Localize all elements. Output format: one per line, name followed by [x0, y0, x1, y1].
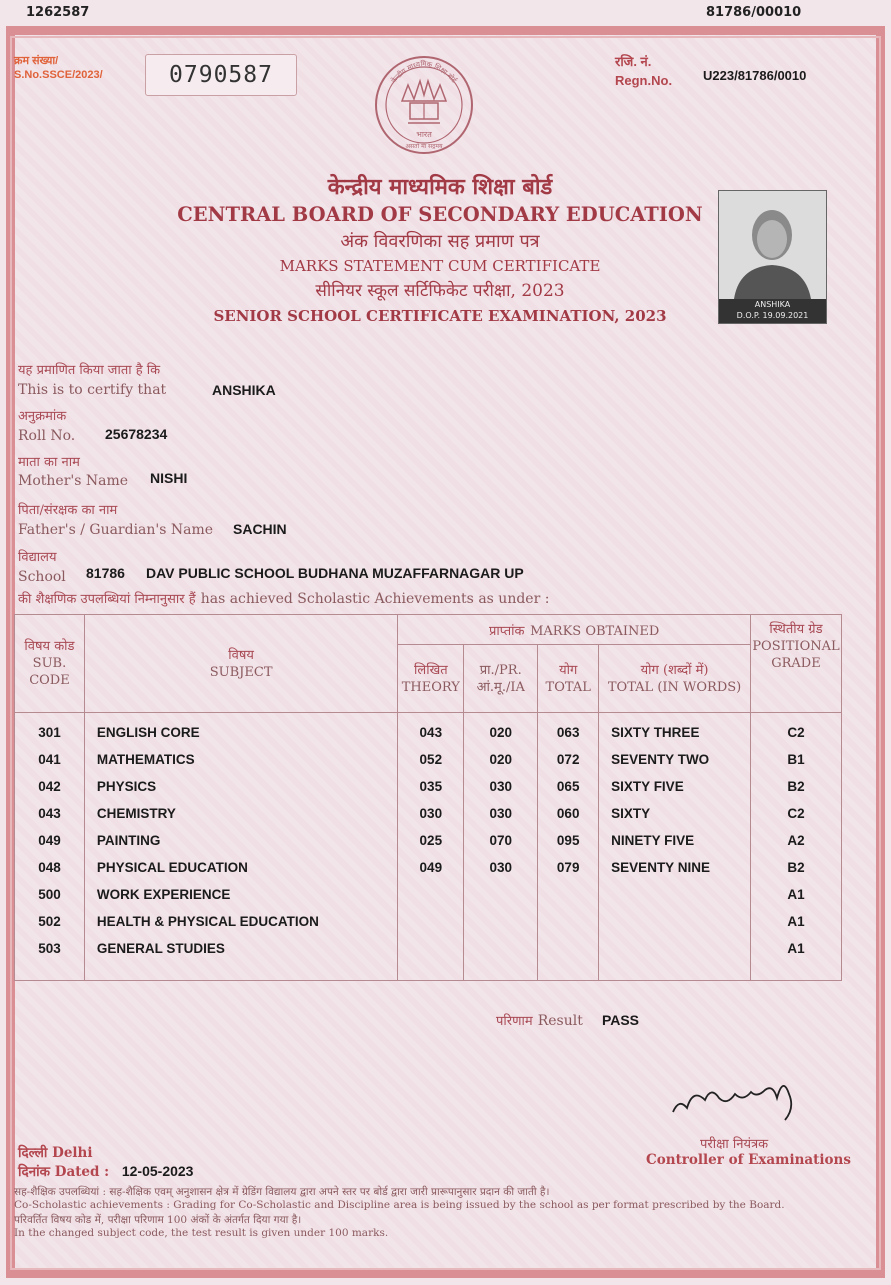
regn-number: U223/81786/0010 — [703, 68, 807, 83]
cell-grade: B2 — [750, 854, 841, 881]
header-sub-code-en2: CODE — [29, 673, 70, 688]
mother-label-en: Mother's Name — [18, 473, 129, 489]
cell-practical: 030 — [464, 854, 538, 881]
photo-caption-name: ANSHIKA — [754, 300, 791, 309]
cell-grade: C2 — [750, 713, 841, 747]
cell-grade: B1 — [750, 746, 841, 773]
table-row — [15, 881, 842, 908]
student-name: ANSHIKA — [212, 382, 276, 398]
result-label-en: Result — [537, 1013, 583, 1029]
header-sub-code-en1: SUB. — [32, 656, 67, 671]
footnotes — [14, 1186, 854, 1240]
table-row — [15, 800, 842, 827]
date-value: 12-05-2023 — [121, 1163, 194, 1179]
cell-grade: A1 — [750, 881, 841, 908]
cell-total: 095 — [538, 827, 599, 854]
table-row — [15, 773, 842, 800]
note1-hi: सह-शैक्षिक उपलब्धियां : सह-शैक्षिक एवम् अनुशासन क्षेत्र में ग्रेडिंग विद्यालय द्वारा अपने स्तर पर बोर्ड द्वारा जारी प्रारूपानुसार प्रदान की जाती है। — [14, 1186, 550, 1198]
cell-total-words: SIXTY — [599, 800, 751, 827]
roll-number: 25678234 — [105, 426, 168, 442]
cell-total-words: SIXTY FIVE — [599, 773, 751, 800]
cell-total-words — [599, 908, 751, 935]
header-row-1 — [15, 615, 842, 645]
header-sub-code — [15, 615, 85, 713]
header-subject-hi: विषय — [228, 647, 254, 663]
place-en: Delhi — [52, 1145, 93, 1161]
top-left-number: 1262587 — [26, 5, 90, 20]
cell-practical — [464, 908, 538, 935]
cell-theory: 035 — [398, 773, 464, 800]
cell-theory — [398, 908, 464, 935]
result-value: PASS — [601, 1012, 640, 1028]
emblem-text-bottom: असतो मा सद्गमय — [405, 143, 443, 150]
table-row — [15, 935, 842, 981]
certify-label-en: This is to certify that — [18, 382, 167, 398]
cell-theory: 030 — [398, 800, 464, 827]
cell-theory: 049 — [398, 854, 464, 881]
result-label-hi: परिणाम — [496, 1014, 533, 1029]
cell-total — [538, 935, 599, 981]
header-marks-en: MARKS OBTAINED — [530, 623, 660, 639]
place-line — [18, 1143, 92, 1161]
header-grade — [750, 615, 841, 713]
certify-label-hi: यह प्रमाणित किया जाता है कि — [18, 363, 161, 378]
doc-title-en: MARKS STATEMENT CUM CERTIFICATE — [279, 257, 601, 275]
serial-number: 0790587 — [145, 54, 297, 96]
place-hi: दिल्ली — [18, 1145, 48, 1161]
header-marks-hi: प्राप्तांक — [488, 623, 525, 639]
top-right-number: 81786/00010 — [706, 5, 802, 20]
header-theory-hi: लिखित — [414, 662, 448, 678]
cell-subject: HEALTH & PHYSICAL EDUCATION — [84, 908, 397, 935]
dated-en: Dated : — [54, 1164, 110, 1180]
controller-label-hi: परीक्षा नियंत्रक — [700, 1137, 769, 1152]
cell-practical — [464, 881, 538, 908]
cell-subject: PAINTING — [84, 827, 397, 854]
header-total-words-hi: योग (शब्दों में) — [640, 662, 709, 678]
cell-total — [538, 881, 599, 908]
cell-grade: A1 — [750, 908, 841, 935]
cell-total: 072 — [538, 746, 599, 773]
marks-table — [14, 614, 842, 981]
cell-total-words: SEVENTY NINE — [599, 854, 751, 881]
cell-theory — [398, 881, 464, 908]
cell-sub-code: 048 — [15, 854, 85, 881]
note2-hi: परिवर्तित विषय कोड में, परीक्षा परिणाम 100 अंकों के अंतर्गत दिया गया है। — [14, 1214, 302, 1226]
table-row — [15, 713, 842, 747]
header-practical-en: आं.मू./IA — [476, 679, 525, 695]
school-code: 81786 — [86, 565, 125, 581]
cell-total-words: NINETY FIVE — [599, 827, 751, 854]
header-sub-code-hi: विषय कोड — [24, 639, 75, 654]
school-name: DAV PUBLIC SCHOOL BUDHANA MUZAFFARNAGAR UP — [146, 565, 524, 581]
cell-sub-code: 049 — [15, 827, 85, 854]
header-practical — [464, 645, 538, 713]
header-theory — [398, 645, 464, 713]
cell-practical: 070 — [464, 827, 538, 854]
cell-subject: ENGLISH CORE — [84, 713, 397, 747]
cell-sub-code: 502 — [15, 908, 85, 935]
title-block — [140, 172, 740, 326]
father-name: SACHIN — [233, 521, 287, 537]
exam-title-en: SENIOR SCHOOL CERTIFICATE EXAMINATION, 2023 — [213, 307, 667, 325]
school-label-hi: विद्यालय — [18, 550, 57, 565]
controller-signature — [665, 1068, 815, 1128]
header-total-words-en: TOTAL (IN WORDS) — [607, 679, 742, 695]
cell-practical: 020 — [464, 746, 538, 773]
cell-grade: C2 — [750, 800, 841, 827]
controller-label-en: Controller of Examinations — [646, 1152, 851, 1168]
cell-practical: 030 — [464, 800, 538, 827]
header-grade-hi: स्थितीय ग्रेड — [769, 622, 823, 637]
mother-name: NISHI — [150, 470, 188, 486]
cell-sub-code: 301 — [15, 713, 85, 747]
cell-total: 079 — [538, 854, 599, 881]
photo-caption — [719, 299, 826, 323]
note1-en: Co-Scholastic achievements : Grading for Co-Scholastic and Discipline area is being issued by the school as per format prescribed by the Board. — [14, 1199, 785, 1211]
cell-total-words — [599, 881, 751, 908]
cell-total: 060 — [538, 800, 599, 827]
cell-total: 063 — [538, 713, 599, 747]
student-photo — [718, 190, 827, 324]
cell-sub-code: 041 — [15, 746, 85, 773]
regn-label-en: Regn.No. — [615, 73, 673, 88]
cell-theory: 025 — [398, 827, 464, 854]
header-grade-en2: GRADE — [771, 656, 821, 671]
cell-total-words: SIXTY THREE — [599, 713, 751, 747]
cell-total-words — [599, 935, 751, 981]
roll-label-hi: अनुक्रमांक — [18, 409, 67, 424]
serial-label-hi: क्रम संख्या/ — [14, 55, 59, 67]
table-row — [15, 908, 842, 935]
serial-label — [14, 54, 103, 82]
regn-label-hi: रजि. नं. — [615, 54, 652, 69]
achievement-label-hi: की शैक्षणिक उपलब्धियां निम्नानुसार हैं — [18, 592, 196, 607]
exam-title-hi: सीनियर स्कूल सर्टिफिकेट परीक्षा, 2023 — [315, 281, 565, 301]
table-row — [15, 854, 842, 881]
cell-subject: MATHEMATICS — [84, 746, 397, 773]
board-title-en: CENTRAL BOARD OF SECONDARY EDUCATION — [177, 203, 703, 226]
cell-subject: WORK EXPERIENCE — [84, 881, 397, 908]
achievement-line — [18, 588, 549, 607]
emblem-text-mid: भारत — [416, 130, 432, 139]
student-portrait-icon — [719, 191, 826, 299]
header-grade-en1: POSITIONAL — [752, 639, 840, 654]
cell-practical — [464, 935, 538, 981]
achievement-label-en: has achieved Scholastic Achievements as under : — [200, 591, 550, 607]
cell-total-words: SEVENTY TWO — [599, 746, 751, 773]
father-label-en: Father's / Guardian's Name — [18, 522, 214, 538]
cell-practical: 020 — [464, 713, 538, 747]
cell-theory: 052 — [398, 746, 464, 773]
regn-label — [615, 52, 672, 90]
cell-total: 065 — [538, 773, 599, 800]
header-marks-obtained — [398, 615, 751, 645]
dated-hi: दिनांक — [18, 1164, 51, 1180]
table-row — [15, 746, 842, 773]
marks-body — [15, 713, 842, 981]
cell-theory: 043 — [398, 713, 464, 747]
school-label-en: School — [18, 569, 66, 585]
serial-label-en: S.No.SSCE/2023/ — [14, 69, 103, 81]
header-total — [538, 645, 599, 713]
header-total-en: TOTAL — [545, 679, 591, 695]
cell-sub-code: 500 — [15, 881, 85, 908]
header-practical-hi: प्रा./PR. — [479, 662, 522, 678]
cell-subject: PHYSICS — [84, 773, 397, 800]
father-label-hi: पिता/संरक्षक का नाम — [18, 503, 118, 518]
cell-grade: A1 — [750, 935, 841, 981]
cell-sub-code: 503 — [15, 935, 85, 981]
result-line — [496, 1010, 639, 1029]
cell-sub-code: 043 — [15, 800, 85, 827]
cell-total — [538, 908, 599, 935]
table-row — [15, 827, 842, 854]
cell-practical: 030 — [464, 773, 538, 800]
roll-label-en: Roll No. — [18, 428, 76, 444]
date-line — [18, 1162, 193, 1180]
photo-caption-dob: D.O.P. 19.09.2021 — [736, 311, 809, 320]
header-subject-en: SUBJECT — [209, 664, 273, 680]
cell-grade: A2 — [750, 827, 841, 854]
header-theory-en: THEORY — [401, 679, 460, 695]
board-title-hi: केन्द्रीय माध्यमिक शिक्षा बोर्ड — [327, 174, 553, 200]
cell-grade: B2 — [750, 773, 841, 800]
header-total-words — [599, 645, 751, 713]
cell-subject: PHYSICAL EDUCATION — [84, 854, 397, 881]
cell-theory — [398, 935, 464, 981]
header-total-hi: योग — [559, 662, 578, 678]
cell-sub-code: 042 — [15, 773, 85, 800]
mother-label-hi: माता का नाम — [18, 455, 80, 470]
cell-subject: GENERAL STUDIES — [84, 935, 397, 981]
header-subject — [84, 615, 397, 713]
note2-en: In the changed subject code, the test result is given under 100 marks. — [14, 1227, 389, 1239]
cell-subject: CHEMISTRY — [84, 800, 397, 827]
doc-title-hi: अंक विवरणिका सह प्रमाण पत्र — [340, 231, 540, 252]
emblem-text-top: केन्द्रीय माध्यमिक शिक्षा बोर्ड — [389, 59, 458, 85]
cbse-emblem-icon — [372, 45, 476, 165]
